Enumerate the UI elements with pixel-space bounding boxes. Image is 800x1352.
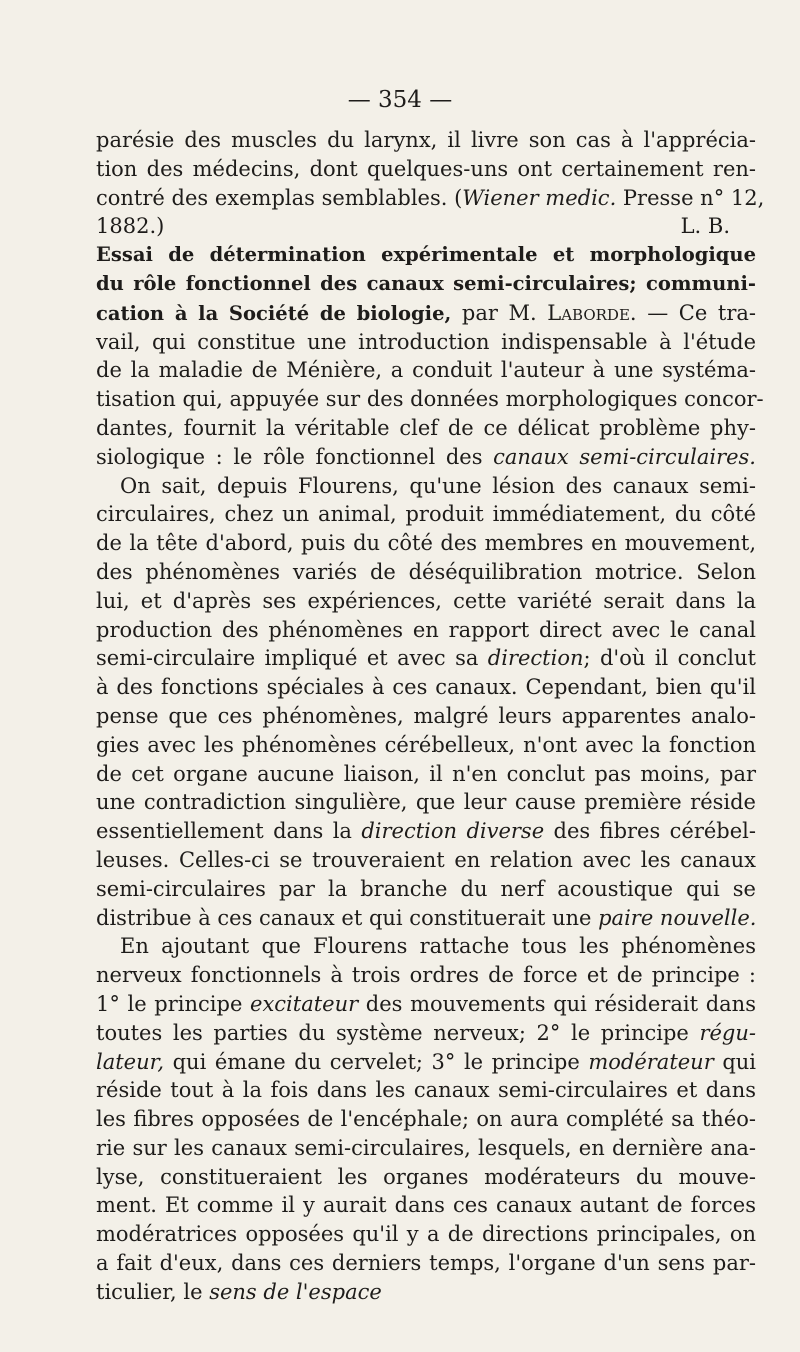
italic-term: modérateur [588,1049,714,1074]
italic-term: canaux semi-circulaires. [493,444,756,469]
text-line: pense que ces phénomènes, malgré leurs apparentes analo- [96,703,756,728]
text-line: de la maladie de Ménière, a conduit l'auteur à une systéma- [96,358,756,383]
text-span: toutes les parties du système nerveux; 2° le principe [96,1020,700,1045]
text-span: ; d'où il conclut [583,646,756,671]
text-line [96,817,756,846]
text-span: contré des exemplas semblables. ( [96,185,463,210]
text-line: semi-circulaires par la branche du nerf acoustique qui se [96,876,756,901]
text-line: parésie des muscles du larynx, il livre son cas à l'apprécia- [96,128,756,152]
journal-title: Wiener medic. [462,185,617,210]
page-number: — 354 — [347,87,453,113]
text-span: Presse n° 12, [616,185,765,210]
italic-term: direction [487,646,584,671]
text-line: circulaires, chez un animal, produit immédiatement, du côté [96,502,756,527]
text-line: modératrices opposées qu'il y a de directions principales, on [96,1222,756,1247]
text-span: ticulier, le [96,1279,210,1304]
text-span: qui [713,1049,757,1074]
text-column [96,126,765,1307]
text-line: leuses. Celles-ci se trouveraient en relation avec les canaux [96,847,756,872]
text-span: des fibres cérébel- [544,819,756,844]
text-line: une contradiction singulière, que leur cause première réside [96,790,756,815]
text-line: de la tête d'abord, puis du côté des membres en mouvement, [96,531,756,556]
text-line [96,904,756,933]
text-span: semi-circulaire impliqué et avec sa [96,646,488,671]
text-line [96,1278,756,1307]
italic-term: direction diverse [361,819,545,844]
text-line: les fibres opposées de l'encéphale; on aura complété sa théo- [96,1107,756,1132]
text-line [96,644,756,673]
text-line: a fait d'eux, dans ces derniers temps, l'organe d'un sens par- [96,1251,756,1276]
text-line: gies avec les phénomènes cérébelleux, n'ont avec la fonction [96,732,756,757]
text-line: production des phénomènes en rapport direct avec le canal [96,617,756,642]
signature: L. B. [680,214,730,239]
text-span: distribue à ces canaux et qui constituerait une [96,905,599,930]
text-line [96,443,756,472]
text-line: à des fonctions spéciales à ces canaux. Cependant, bien qu'il [96,675,756,700]
text-line: ment. Et comme il y aurait dans ces canaux autant de forces [96,1193,756,1218]
text-line [96,212,756,241]
author-name: Laborde [547,300,630,325]
text-span: siologique : le rôle fonctionnel des [96,444,494,469]
text-line: tion des médecins, dont quelques-uns ont certainement ren- [96,156,756,181]
text-line: réside tout à la fois dans les canaux semi-circulaires et dans [96,1078,756,1103]
article-heading-line: Essai de détermination expérimentale et morphologique [96,243,756,267]
text-line: dantes, fournit la véritable clef de ce délicat problème phy- [96,415,756,440]
text-line [96,1048,756,1077]
text-line: En ajoutant que Flourens rattache tous les phénomènes [120,934,756,959]
text-span: par M. [451,300,548,325]
text-span: 1882.) [96,214,165,239]
article-heading-line: cation à la Société de biologie, [96,301,452,325]
text-line [96,990,756,1019]
text-line: tisation qui, appuyée sur des données morphologiques concor- [96,387,764,412]
text-line [96,299,756,328]
text-line: On sait, depuis Flourens, qu'une lésion des canaux semi- [120,473,756,498]
text-line: rie sur les canaux semi-circulaires, lesquels, en dernière ana- [96,1135,756,1160]
italic-term: paire nouvelle. [598,905,757,930]
italic-term: lateur, [96,1049,165,1074]
text-line: des phénomènes variés de déséquilibration motrice. Selon [96,559,756,584]
text-span: . — Ce tra- [629,300,756,325]
text-line [96,1019,756,1048]
text-line: nerveux fonctionnels à trois ordres de force et de principe : [96,963,756,988]
text-line: lyse, constitueraient les organes modérateurs du mouve- [96,1164,756,1189]
italic-term: excitateur [250,991,359,1016]
text-span: des mouvements qui résiderait dans [358,991,756,1016]
text-span: essentiellement dans la [96,819,362,844]
text-span: 1° le principe [96,991,251,1016]
text-line [96,184,765,213]
text-line: vail, qui constitue une introduction indispensable à l'étude [96,329,756,354]
italic-term: sens de l'espace [209,1279,382,1304]
italic-term: régu- [699,1020,756,1045]
article-heading-line: du rôle fonctionnel des canaux semi-circulaires; communi- [96,271,756,295]
text-span: qui émane du cervelet; 3° le principe [164,1049,589,1074]
text-line: de cet organe aucune liaison, il n'en conclut pas moins, par [96,761,756,786]
text-line: lui, et d'après ses expériences, cette variété serait dans la [96,588,756,613]
